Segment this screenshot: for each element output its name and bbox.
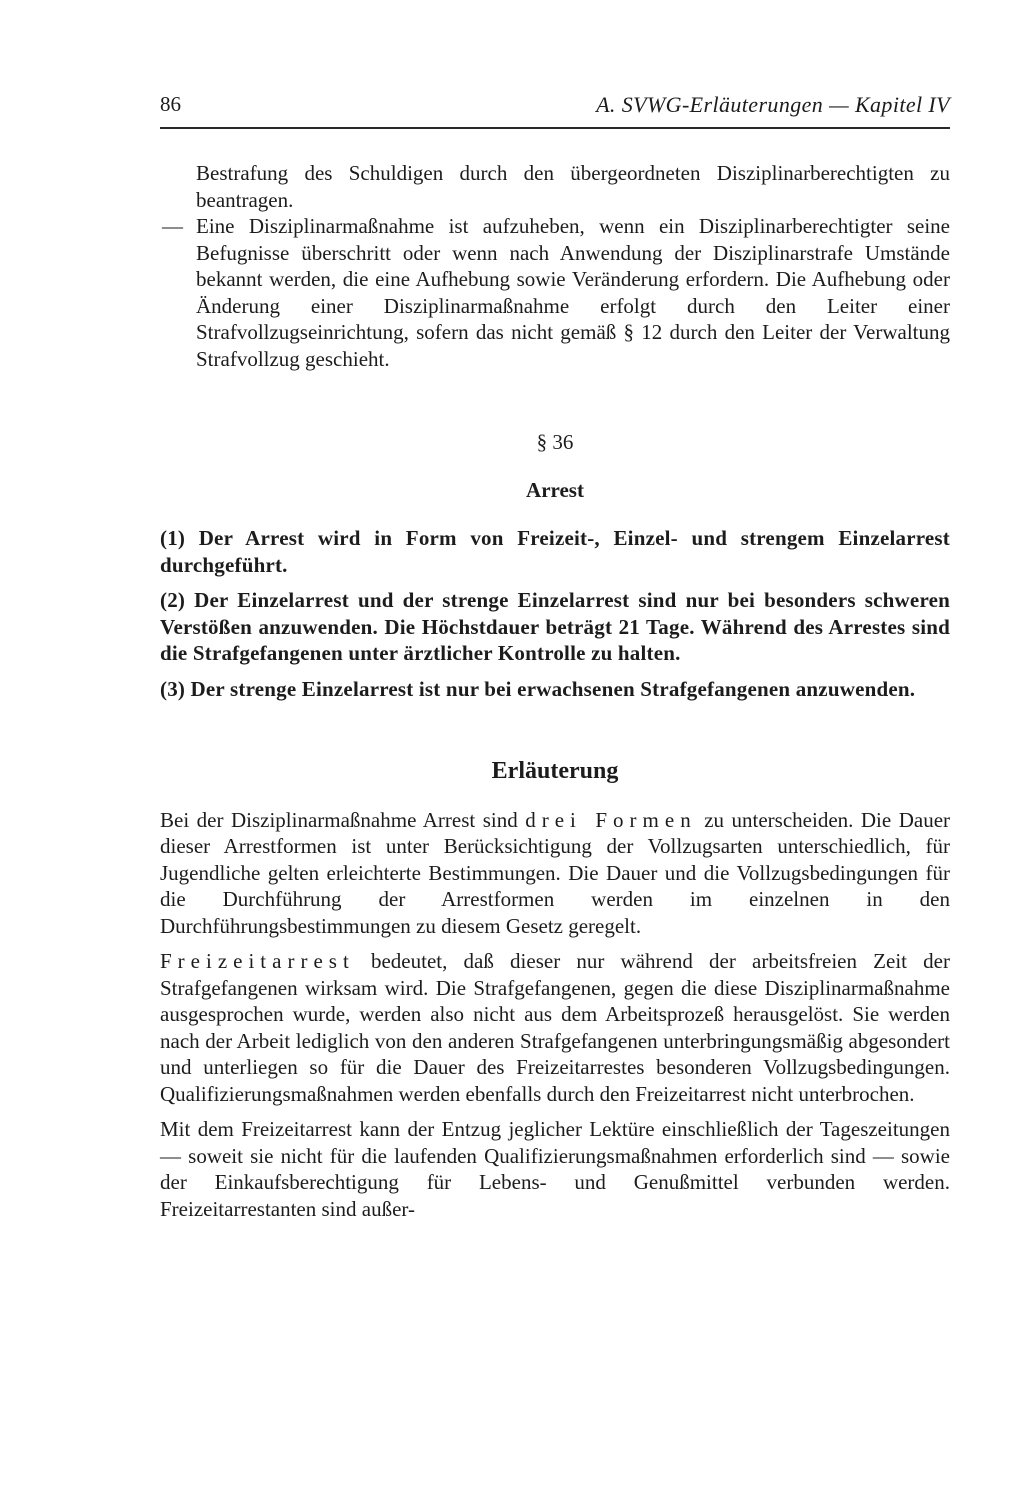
explanation-p1-before: Bei der Disziplinarmaßnahme Arrest sind: [160, 807, 526, 832]
explanation-paragraph-1: [160, 807, 950, 940]
emphasis-spaced-drei-formen: drei Formen: [525, 807, 697, 832]
law-paragraph-2: (2) Der Einzelarrest und der strenge Einzelarrest sind nur bei besonders schweren Verstößen anzuwenden. Die Höchstdauer beträgt 21 Tage. Während des Arrestes sind die Strafgefangenen unter ärztlicher Kontrolle zu halten.: [160, 588, 950, 665]
page-number: 86: [160, 92, 181, 116]
page-body: [160, 160, 950, 1222]
dash-list-item: [160, 213, 950, 372]
explanation-p1-after: zu unterscheiden. Die Dauer dieser Arrestformen ist unter Berücksichtigung der Vollzugsarten unterschiedlich, für Jugendliche gelten erleichterte Bestimmungen. Die Dauer und die Vollzugsbedingungen für die Durchführung der Arrestformen werden im einzelnen in den Durchführungsbestimmungen zu diesem Gesetz geregelt.: [160, 807, 951, 938]
explanation-title: Erläuterung: [491, 758, 619, 784]
dash-marker: —: [162, 214, 183, 238]
law-paragraph-3: (3) Der strenge Einzelarrest ist nur bei erwachsenen Strafgefangenen anzuwenden.: [160, 676, 916, 701]
page-header: [160, 90, 950, 124]
explanation-paragraph-2: [160, 948, 950, 1107]
section-title: Arrest: [526, 477, 584, 502]
explanation-paragraph-3: Mit dem Freizeitarrest kann der Entzug jeglicher Lektüre einschließlich der Tageszeitungen — soweit sie nicht für die laufenden Qualifizierungsmaßnahmen erforderlich sind — sowie der Einkaufsberechtigung für Lebens- und Genußmittel verbunden werden. Freizeitarrestanten sind außer-: [160, 1117, 950, 1221]
explanation-p2-after: bedeutet, daß dieser nur während der arbeitsfreien Zeit der Strafgefangenen wirksam wird. Die Strafgefangenen, gegen die diese Disziplinarmaßnahme ausgesprochen wurde, werden also nicht aus dem Arbeitsprozeß herausgelöst. Sie werden nach der Arbeit lediglich von den anderen Strafgefangenen unterbringungsmäßig abgesondert und unterliegen so für die Dauer des Freizeitarrestes besonderen Vollzugsbedingungen. Qualifizierungsmaßnahmen werden ebenfalls durch den Freizeitarrest nicht unterbrochen.: [160, 949, 950, 1106]
header-rule: [160, 127, 950, 129]
law-paragraph-1: (1) Der Arrest wird in Form von Freizeit-, Einzel- und strengem Einzelarrest durchgeführt.: [160, 526, 950, 577]
section-number: § 36: [536, 430, 574, 454]
continuation-paragraph: Bestrafung des Schuldigen durch den übergeordneten Disziplinarberechtigten zu beantragen.: [196, 161, 950, 212]
dash-item-text: Eine Disziplinarmaßnahme ist aufzuheben, wenn ein Disziplinarberechtigter seine Befugnisse überschritt oder wenn nach Anwendung der Disziplinarstrafe Umstände bekannt werden, die eine Aufhebung sowie Veränderung erfordern. Die Aufhebung oder Änderung einer Disziplinarmaßnahme erfolgt durch den Leiter einer Strafvollzugseinrichtung, sofern das nicht gemäß § 12 durch den Leiter der Verwaltung Strafvollzug geschieht.: [196, 214, 950, 371]
running-head: A. SVWG-Erläuterungen — Kapitel IV: [596, 92, 950, 117]
emphasis-spaced-freizeitarrest: Freizeitarrest: [160, 949, 355, 973]
